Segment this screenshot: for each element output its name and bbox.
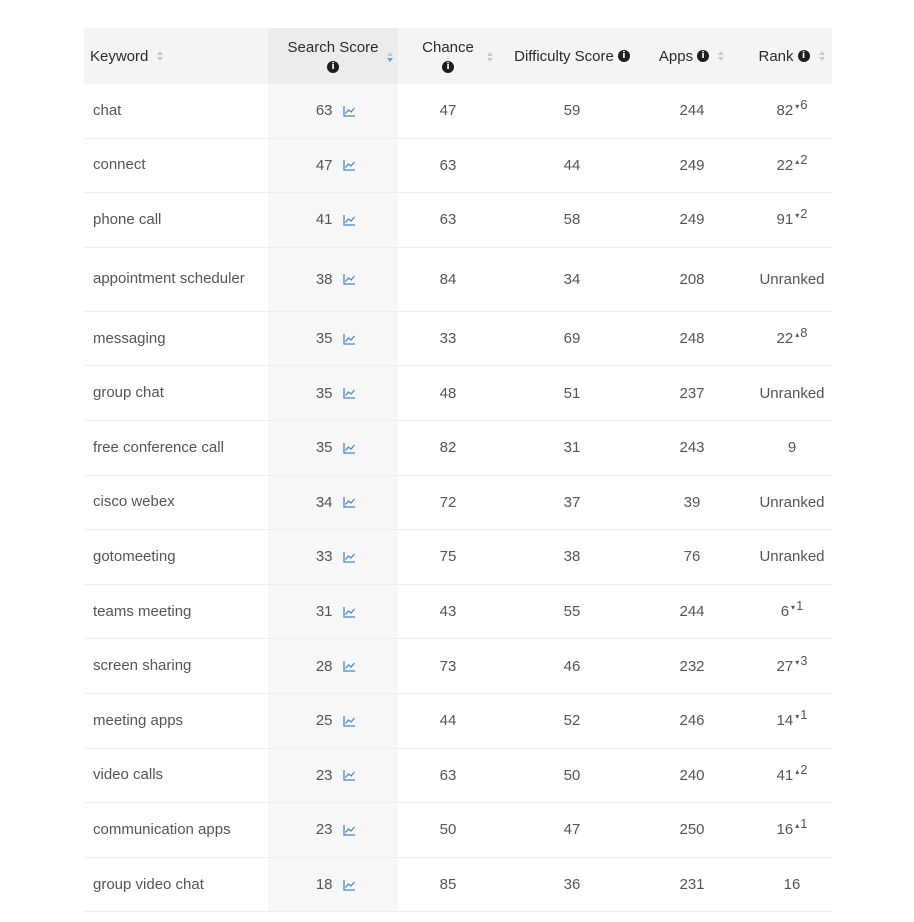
search-score-value: 23	[315, 821, 333, 839]
line-chart-icon[interactable]	[343, 769, 356, 781]
difficulty-cell	[506, 585, 638, 639]
chance-value: 75	[439, 548, 457, 566]
keyword-cell	[93, 248, 263, 311]
search-score-cell	[268, 694, 398, 748]
difficulty-cell	[506, 530, 638, 584]
keyword-cell	[93, 476, 263, 530]
keyword-cell	[93, 585, 263, 639]
apps-value: 244	[679, 102, 705, 120]
rank-value: Unranked	[759, 548, 825, 566]
table-row[interactable]	[84, 139, 832, 194]
chance-cell	[398, 312, 498, 366]
search-score-value: 47	[315, 156, 333, 174]
apps-value: 240	[679, 766, 705, 784]
keyword-text: free conference call	[93, 438, 224, 456]
chance-cell	[398, 421, 498, 475]
chance-cell	[398, 858, 498, 912]
difficulty-cell	[506, 749, 638, 803]
search-score-cell	[268, 585, 398, 639]
keyword-text: gotomeeting	[93, 547, 176, 565]
keyword-cell	[93, 694, 263, 748]
keyword-cell	[93, 421, 263, 475]
apps-cell	[652, 248, 732, 311]
search-score-cell	[268, 421, 398, 475]
rank-change-arrow-icon: ▾	[795, 102, 800, 112]
search-score-value: 28	[315, 657, 333, 675]
apps-value: 208	[679, 270, 705, 288]
line-chart-icon[interactable]	[343, 824, 356, 836]
search-score-cell	[268, 530, 398, 584]
line-chart-icon[interactable]	[343, 551, 356, 563]
rank-cell	[752, 248, 832, 311]
rank-change-arrow-icon: ▾	[795, 657, 800, 667]
column-header-search-score[interactable]	[268, 28, 398, 84]
difficulty-cell	[506, 803, 638, 857]
chance-value: 63	[439, 211, 457, 229]
difficulty-value: 34	[563, 270, 581, 288]
sort-icon[interactable]	[486, 52, 494, 62]
difficulty-cell	[506, 139, 638, 193]
search-score-value: 38	[315, 270, 333, 288]
apps-value: 248	[679, 330, 705, 348]
chance-cell	[398, 530, 498, 584]
rank-cell	[752, 585, 832, 639]
apps-cell	[652, 639, 732, 693]
chance-value: 82	[439, 439, 457, 457]
table-row[interactable]	[84, 312, 832, 367]
table-body	[84, 84, 832, 912]
chance-cell	[398, 694, 498, 748]
difficulty-value: 31	[563, 439, 581, 457]
search-score-cell	[268, 84, 398, 138]
difficulty-cell	[506, 193, 638, 247]
keyword-cell	[93, 312, 263, 366]
difficulty-value: 36	[563, 876, 581, 894]
apps-value: 244	[679, 603, 705, 621]
line-chart-icon[interactable]	[343, 660, 356, 672]
table-row[interactable]	[84, 585, 832, 640]
table-row[interactable]	[84, 694, 832, 749]
search-score-cell	[268, 139, 398, 193]
apps-cell	[652, 366, 732, 420]
search-score-cell	[268, 193, 398, 247]
keyword-cell	[93, 366, 263, 420]
rank-cell	[752, 639, 832, 693]
apps-cell	[652, 421, 732, 475]
info-icon[interactable]: i	[697, 50, 709, 62]
rank-cell	[752, 366, 832, 420]
rank-change-value: 1	[796, 598, 804, 614]
line-chart-icon[interactable]	[343, 387, 356, 399]
difficulty-value: 52	[563, 712, 581, 730]
difficulty-value: 51	[563, 384, 581, 402]
search-score-value: 18	[315, 876, 333, 894]
rank-change-arrow-icon: ▴	[795, 330, 800, 340]
rank-cell	[752, 749, 832, 803]
difficulty-cell	[506, 476, 638, 530]
line-chart-icon[interactable]	[343, 442, 356, 454]
table-row[interactable]	[84, 248, 832, 312]
search-score-value: 41	[315, 211, 333, 229]
search-score-value: 23	[315, 766, 333, 784]
rank-value: Unranked	[759, 493, 825, 511]
keyword-text: teams meeting	[93, 602, 192, 620]
search-score-value: 35	[315, 330, 333, 348]
apps-value: 232	[679, 657, 705, 675]
apps-cell	[652, 694, 732, 748]
search-score-value: 33	[315, 548, 333, 566]
apps-cell	[652, 476, 732, 530]
apps-cell	[652, 193, 732, 247]
difficulty-value: 50	[563, 766, 581, 784]
rank-cell	[752, 694, 832, 748]
keyword-text: messaging	[93, 329, 166, 347]
difficulty-value: 44	[563, 156, 581, 174]
difficulty-value: 38	[563, 548, 581, 566]
table-row[interactable]	[84, 476, 832, 531]
chance-value: 43	[439, 603, 457, 621]
rank-value: 22	[776, 156, 794, 174]
keyword-text: group chat	[93, 384, 164, 402]
search-score-cell	[268, 749, 398, 803]
apps-cell	[652, 749, 732, 803]
keyword-cell	[93, 530, 263, 584]
rank-cell	[752, 530, 832, 584]
rank-change-arrow-icon: ▾	[791, 603, 796, 613]
table-row[interactable]	[84, 193, 832, 248]
rank-change-arrow-icon: ▾	[795, 712, 800, 722]
column-header-label: Difficulty Score	[514, 47, 614, 65]
keyword-cell	[93, 193, 263, 247]
rank-value: Unranked	[759, 384, 825, 402]
search-score-cell	[268, 248, 398, 311]
keyword-cell	[93, 84, 263, 138]
apps-value: 246	[679, 712, 705, 730]
keyword-table	[84, 28, 832, 912]
info-icon[interactable]: i	[442, 61, 454, 73]
rank-cell	[752, 858, 832, 912]
search-score-cell	[268, 366, 398, 420]
search-score-value: 34	[315, 493, 333, 511]
rank-change-arrow-icon: ▾	[795, 211, 800, 221]
sort-icon[interactable]	[156, 51, 164, 61]
keyword-cell	[93, 139, 263, 193]
rank-cell	[752, 312, 832, 366]
rank-value: 14	[776, 712, 794, 730]
chance-value: 84	[439, 270, 457, 288]
rank-change-value: 8	[800, 325, 808, 341]
rank-change-arrow-icon: ▴	[795, 821, 800, 831]
column-header-label: Chance	[422, 39, 474, 56]
rank-cell	[752, 193, 832, 247]
table-header	[84, 28, 832, 84]
apps-value: 237	[679, 384, 705, 402]
line-chart-icon[interactable]	[343, 606, 356, 618]
chance-cell	[398, 803, 498, 857]
keyword-cell	[93, 749, 263, 803]
rank-cell	[752, 421, 832, 475]
difficulty-value: 69	[563, 330, 581, 348]
column-header-label: Keyword	[90, 47, 149, 65]
keyword-text: meeting apps	[93, 711, 184, 729]
chance-cell	[398, 639, 498, 693]
line-chart-icon[interactable]	[343, 333, 356, 345]
difficulty-value: 47	[563, 821, 581, 839]
keyword-text: cisco webex	[93, 493, 175, 511]
table-row[interactable]	[84, 749, 832, 804]
rank-value: Unranked	[759, 270, 825, 288]
line-chart-icon[interactable]	[343, 715, 356, 727]
rank-change-value: 2	[800, 206, 808, 222]
chance-value: 47	[439, 102, 457, 120]
search-score-cell	[268, 858, 398, 912]
chance-cell	[398, 84, 498, 138]
rank-value: 82	[776, 102, 794, 120]
chance-value: 44	[439, 712, 457, 730]
column-header-rank[interactable]	[752, 28, 832, 84]
difficulty-value: 37	[563, 493, 581, 511]
table-row[interactable]	[84, 84, 832, 139]
difficulty-value: 58	[563, 211, 581, 229]
table-row[interactable]	[84, 366, 832, 421]
keyword-text: connect	[93, 156, 146, 174]
keyword-text: communication apps	[93, 820, 231, 838]
difficulty-cell	[506, 421, 638, 475]
column-header-label: Search Score	[287, 39, 379, 56]
rank-cell	[752, 803, 832, 857]
info-icon[interactable]: i	[798, 50, 810, 62]
keyword-text: screen sharing	[93, 657, 192, 675]
apps-cell	[652, 858, 732, 912]
apps-cell	[652, 530, 732, 584]
keyword-text: chat	[93, 101, 122, 119]
chance-cell	[398, 585, 498, 639]
keyword-text: video calls	[93, 766, 164, 784]
rank-value: 27	[776, 657, 794, 675]
difficulty-cell	[506, 639, 638, 693]
table-row[interactable]	[84, 803, 832, 858]
table-row[interactable]	[84, 639, 832, 694]
chance-value: 63	[439, 156, 457, 174]
keyword-text: appointment scheduler	[93, 270, 245, 288]
chance-cell	[398, 366, 498, 420]
chance-value: 72	[439, 493, 457, 511]
chance-value: 33	[439, 330, 457, 348]
apps-value: 243	[679, 439, 705, 457]
line-chart-icon[interactable]	[343, 273, 356, 285]
table-row[interactable]	[84, 858, 832, 913]
keyword-cell	[93, 639, 263, 693]
search-score-value: 35	[315, 384, 333, 402]
rank-value: 41	[776, 766, 794, 784]
table-row[interactable]	[84, 530, 832, 585]
difficulty-value: 55	[563, 603, 581, 621]
line-chart-icon[interactable]	[343, 879, 356, 891]
keyword-text: group video chat	[93, 875, 204, 893]
rank-change-arrow-icon: ▴	[795, 766, 800, 776]
column-header-difficulty[interactable]	[506, 28, 638, 84]
column-header-label: Apps	[658, 47, 694, 65]
chance-value: 85	[439, 876, 457, 894]
rank-change-value: 3	[800, 652, 808, 668]
column-header-keyword[interactable]	[90, 28, 164, 84]
chance-value: 73	[439, 657, 457, 675]
chance-value: 50	[439, 821, 457, 839]
rank-value: 22	[776, 330, 794, 348]
apps-value: 231	[679, 876, 705, 894]
rank-change-value: 6	[800, 97, 808, 113]
rank-value: 16	[776, 821, 794, 839]
rank-value: 6	[780, 603, 790, 621]
apps-cell	[652, 312, 732, 366]
difficulty-value: 46	[563, 657, 581, 675]
difficulty-cell	[506, 366, 638, 420]
search-score-value: 25	[315, 712, 333, 730]
sort-icon[interactable]	[717, 51, 725, 61]
search-score-value: 31	[315, 603, 333, 621]
column-header-label: Rank	[758, 47, 794, 65]
keyword-cell	[93, 803, 263, 857]
apps-value: 249	[679, 211, 705, 229]
search-score-value: 35	[315, 439, 333, 457]
keyword-cell	[93, 858, 263, 912]
chance-cell	[398, 193, 498, 247]
rank-value: 9	[787, 439, 797, 457]
rank-value: 16	[783, 876, 801, 894]
difficulty-cell	[506, 312, 638, 366]
rank-change-value: 2	[800, 761, 808, 777]
difficulty-cell	[506, 248, 638, 311]
line-chart-icon[interactable]	[343, 159, 356, 171]
chance-cell	[398, 139, 498, 193]
column-header-chance[interactable]	[398, 28, 498, 84]
chance-cell	[398, 749, 498, 803]
chance-value: 63	[439, 766, 457, 784]
search-score-cell	[268, 476, 398, 530]
chance-value: 48	[439, 384, 457, 402]
search-score-value: 63	[315, 102, 333, 120]
table-row[interactable]	[84, 421, 832, 476]
info-icon[interactable]: i	[327, 61, 339, 73]
sort-icon[interactable]	[818, 51, 826, 61]
rank-cell	[752, 139, 832, 193]
sort-icon[interactable]	[386, 52, 394, 62]
rank-change-value: 1	[800, 816, 808, 832]
apps-value: 39	[683, 493, 701, 511]
apps-value: 76	[683, 548, 701, 566]
search-score-cell	[268, 312, 398, 366]
line-chart-icon[interactable]	[343, 496, 356, 508]
difficulty-value: 59	[563, 102, 581, 120]
difficulty-cell	[506, 858, 638, 912]
difficulty-cell	[506, 84, 638, 138]
line-chart-icon[interactable]	[343, 214, 356, 226]
difficulty-cell	[506, 694, 638, 748]
chance-cell	[398, 248, 498, 311]
column-header-apps[interactable]	[652, 28, 732, 84]
search-score-cell	[268, 803, 398, 857]
apps-value: 250	[679, 821, 705, 839]
rank-value: 91	[776, 211, 794, 229]
keyword-text: phone call	[93, 210, 162, 228]
rank-cell	[752, 476, 832, 530]
apps-cell	[652, 585, 732, 639]
rank-change-value: 1	[800, 707, 808, 723]
rank-change-arrow-icon: ▴	[795, 156, 800, 166]
line-chart-icon[interactable]	[343, 105, 356, 117]
rank-cell	[752, 84, 832, 138]
apps-cell	[652, 84, 732, 138]
chance-cell	[398, 476, 498, 530]
search-score-cell	[268, 639, 398, 693]
info-icon[interactable]: i	[618, 50, 630, 62]
apps-cell	[652, 803, 732, 857]
apps-cell	[652, 139, 732, 193]
rank-change-value: 2	[800, 151, 808, 167]
apps-value: 249	[679, 156, 705, 174]
